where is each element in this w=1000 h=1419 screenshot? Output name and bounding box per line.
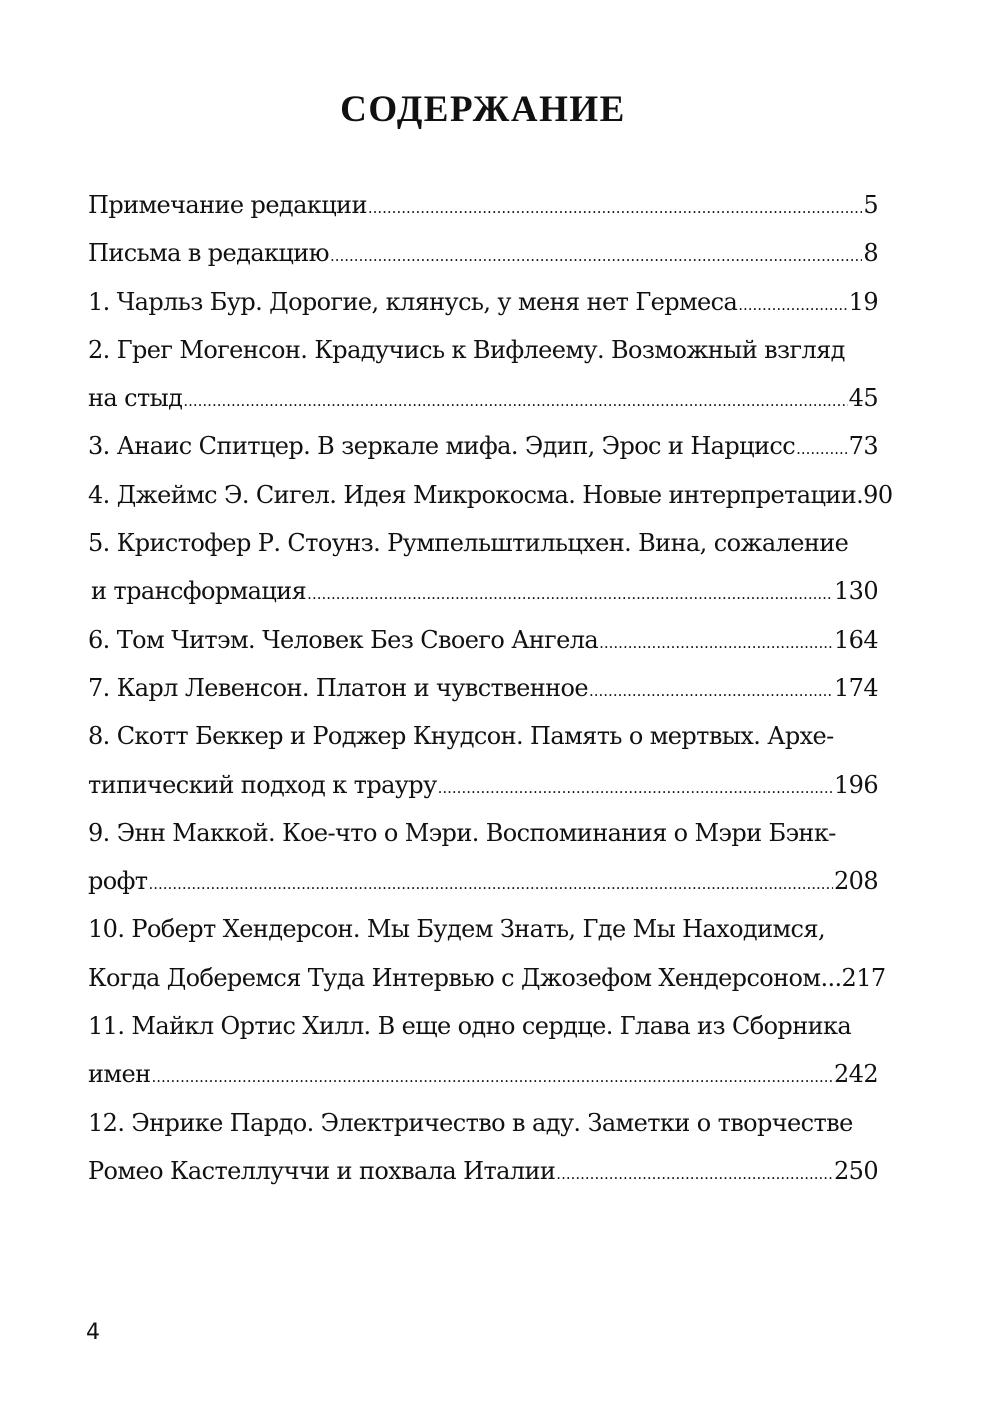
- toc-entry-3: [88, 422, 878, 470]
- toc-entry-title: 7. Карл Левенсон. Платон и чувственное: [88, 673, 588, 702]
- toc-entry-12-line-2: [88, 1147, 878, 1195]
- toc-entry-12-line-1: [88, 1099, 853, 1147]
- toc-entry-page: 164: [833, 625, 878, 654]
- toc-entry-11-line-1: [88, 1002, 852, 1050]
- toc-entry-page: 242: [833, 1060, 878, 1089]
- dot-leader: [738, 281, 847, 329]
- dot-leader: [183, 377, 847, 425]
- dot-leader: [368, 184, 862, 232]
- toc-entry-page: 250: [833, 1156, 878, 1185]
- toc-entry-page: 90: [863, 480, 893, 509]
- toc-entry-11-line-2: [88, 1050, 878, 1098]
- toc-entry-letters: [88, 229, 878, 277]
- toc-entry-8-line-2: [88, 761, 878, 809]
- toc-entry-5-line-1: [88, 519, 849, 567]
- toc-entry-10-line-2: [88, 954, 886, 1002]
- toc-entry-title: 9. Энн Маккой. Кое-что о Мэри. Воспоминания о Мэри Бэнк-: [88, 818, 836, 847]
- toc-entry-page: 73: [848, 432, 878, 461]
- dot-leader: [330, 232, 862, 280]
- dot-leader: [151, 1053, 833, 1101]
- toc-entry-9-line-1: [88, 809, 838, 857]
- toc-entry-title-cont: Ромео Кастеллуччи и похвала Италии: [88, 1156, 556, 1185]
- toc-entry-9-line-2: [88, 857, 878, 905]
- toc-entry-4: [88, 471, 893, 519]
- toc-entry-title-cont: типический подход к трауру: [88, 770, 437, 799]
- toc-entry-5-line-2: [88, 567, 878, 615]
- toc-entry-title: 3. Анаис Спитцер. В зеркале мифа. Эдип, Эрос и Нарцисс: [88, 432, 796, 461]
- toc-entry-10-line-1: [88, 905, 838, 953]
- toc-entry-title: 11. Майкл Ортис Хилл. В еще одно сердце. Глава из Сборника: [88, 1012, 852, 1041]
- toc-entry-title-cont: на стыд: [88, 384, 183, 413]
- page-title: СОДЕРЖАНИЕ: [340, 89, 626, 130]
- toc-entry-title: 12. Энрике Пардо. Электричество в аду. Заметки о творчестве: [88, 1108, 853, 1137]
- toc-entry-title: 4. Джеймс Э. Сигел. Идея Микрокосма. Новые интерпретации.: [88, 480, 864, 509]
- toc-entry-title-cont: имен: [88, 1060, 151, 1089]
- toc-entry-title: Примечание редакции: [88, 191, 367, 219]
- toc-entry-title-cont: рофт: [88, 867, 148, 896]
- toc-entry-2-line-1: [88, 326, 845, 374]
- toc-entry-page: 8: [863, 239, 878, 268]
- toc-entry-8-line-1: [88, 712, 838, 760]
- table-of-contents: [88, 181, 893, 1195]
- toc-entry-title-cont: Когда Доберемся Туда Интервью с Джозефом Хендерсоном...: [88, 963, 842, 992]
- toc-entry-page: 196: [833, 770, 878, 799]
- dot-leader: [599, 619, 833, 667]
- dot-leader: [307, 570, 833, 618]
- toc-entry-page: 130: [833, 577, 878, 606]
- toc-entry-title: 6. Том Читэм. Человек Без Своего Ангела: [88, 625, 599, 654]
- toc-entry-page: 217: [841, 963, 886, 992]
- toc-entry-title: 10. Роберт Хендерсон. Мы Будем Знать, Где Мы Находимся,: [88, 915, 825, 944]
- dot-leader: [796, 425, 848, 473]
- toc-entry-1: [88, 278, 878, 326]
- toc-entry-title: 5. Кристофер Р. Стоунз. Румпельштильцхен. Вина, сожаление: [88, 529, 849, 558]
- toc-entry-page: 208: [833, 867, 878, 896]
- toc-entry-editorial-note: [88, 181, 878, 229]
- dot-leader: [438, 764, 833, 812]
- toc-entry-page: 45: [848, 384, 878, 413]
- toc-entry-2-line-2: [88, 374, 878, 422]
- toc-entry-title: 1. Чарльз Бур. Дорогие, клянусь, у меня нет Гермеса: [88, 287, 738, 316]
- toc-entry-page: 5: [863, 191, 878, 219]
- dot-leader: [589, 667, 833, 715]
- toc-entry-6: [88, 616, 878, 664]
- toc-entry-title: 8. Скотт Беккер и Роджер Кнудсон. Память о мертвых. Архе-: [88, 722, 834, 751]
- toc-entry-title: 2. Грег Могенсон. Крадучись к Вифлеему. Возможный взгляд: [88, 335, 845, 364]
- page-number: 4: [86, 1320, 100, 1345]
- toc-entry-title: Письма в редакцию: [88, 239, 329, 268]
- toc-entry-page: 174: [833, 673, 878, 702]
- dot-leader: [148, 860, 833, 908]
- toc-entry-7: [88, 664, 878, 712]
- dot-leader: [556, 1150, 833, 1198]
- toc-entry-page: 19: [848, 287, 878, 316]
- toc-entry-title-cont: и трансформация: [91, 577, 307, 606]
